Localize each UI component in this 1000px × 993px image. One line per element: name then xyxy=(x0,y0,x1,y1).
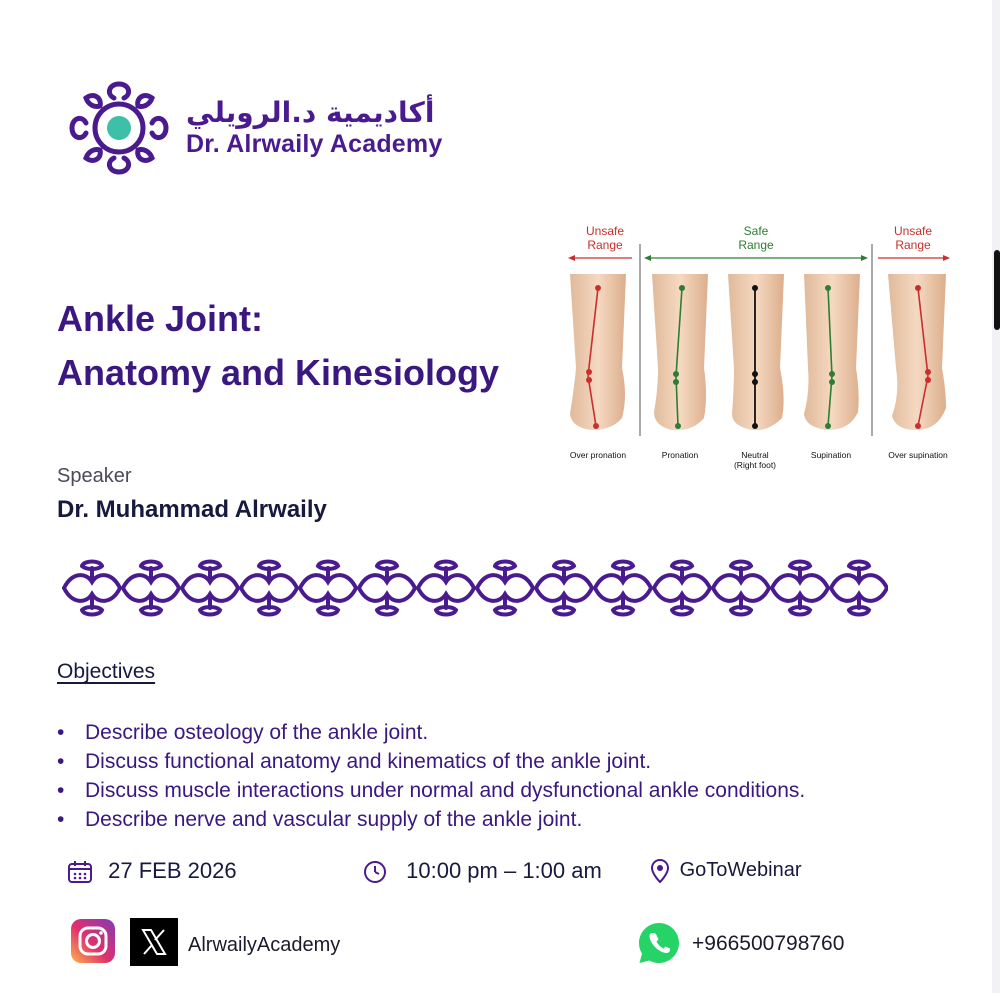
phone-number[interactable]: +966500798760 xyxy=(692,932,845,955)
caption-supination: Supination xyxy=(810,450,852,460)
caption-neutral: Neutral (Right foot) xyxy=(733,450,777,470)
objectives-list xyxy=(57,718,805,834)
event-time-text: 10:00 pm – 1:00 am xyxy=(406,858,602,883)
objective-item: • Describe nerve and vascular supply of the ankle joint. xyxy=(57,808,583,831)
objective-item: • Discuss functional anatomy and kinematics of the ankle joint. xyxy=(57,750,652,773)
objective-item: • Describe osteology of the ankle joint. xyxy=(57,721,429,744)
unsafe-range-left-label: Unsafe Range xyxy=(585,224,625,252)
title-line-2: Anatomy and Kinesiology xyxy=(57,352,500,393)
caption-pronation: Pronation xyxy=(661,450,699,460)
title-line-1: Ankle Joint: xyxy=(57,298,264,339)
social-handle[interactable]: AlrwailyAcademy xyxy=(188,934,341,956)
page-edge xyxy=(992,0,1000,993)
unsafe-range-right-label: Unsafe Range xyxy=(893,224,933,252)
pronation-leg xyxy=(652,274,708,430)
ankle-range-figure xyxy=(562,218,954,473)
event-platform xyxy=(650,858,801,884)
event-time xyxy=(362,858,602,885)
objective-item: • Discuss muscle interactions under normal and dysfunctional ankle conditions. xyxy=(57,779,806,802)
clock-icon xyxy=(362,859,388,885)
objectives-heading: Objectives xyxy=(57,660,156,683)
x-icon[interactable] xyxy=(130,918,178,966)
academy-logo-icon xyxy=(64,76,174,180)
brand-name-arabic: أكاديمية د.الرويلي xyxy=(186,96,435,129)
caption-over-supination: Over supination xyxy=(888,450,948,460)
decorative-pattern xyxy=(62,558,888,618)
caption-over-pronation: Over pronation xyxy=(569,450,627,460)
page-title xyxy=(57,292,499,400)
instagram-icon[interactable] xyxy=(70,918,116,964)
brand-name-english: Dr. Alrwaily Academy xyxy=(186,130,443,158)
supination-leg xyxy=(804,274,860,430)
over-pronation-leg xyxy=(570,274,626,430)
over-supination-leg xyxy=(888,274,946,430)
ankle-range-illustration xyxy=(562,218,954,473)
neutral-leg xyxy=(728,274,784,430)
speaker-label: Speaker xyxy=(57,465,132,487)
event-date-text: 27 FEB 2026 xyxy=(108,858,237,883)
edge-bar xyxy=(994,250,1000,330)
event-date xyxy=(66,858,237,885)
event-platform-text: GoToWebinar xyxy=(679,859,802,882)
speaker-name: Dr. Muhammad Alrwaily xyxy=(57,496,327,523)
calendar-icon xyxy=(66,859,94,885)
location-pin-icon xyxy=(650,858,670,884)
safe-range-label: Safe Range xyxy=(738,224,774,252)
whatsapp-icon[interactable] xyxy=(636,920,682,966)
